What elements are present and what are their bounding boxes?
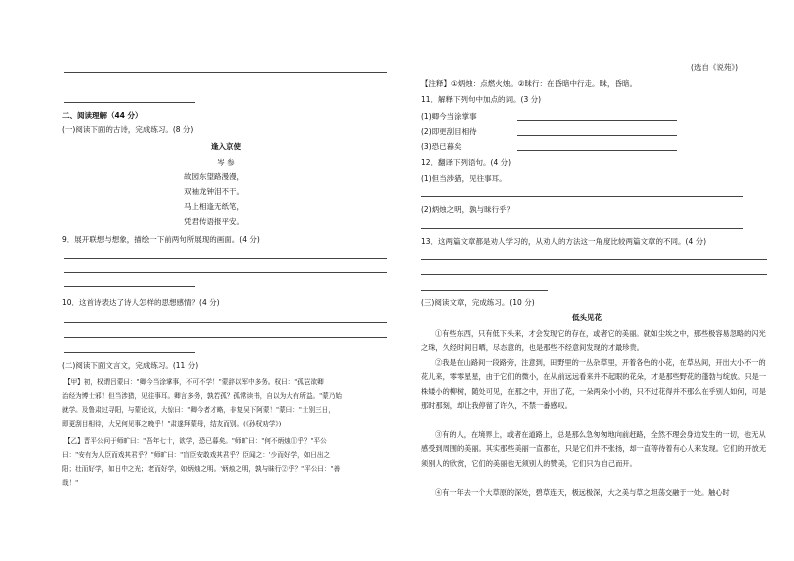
- part3-title: (三)阅读文章，完成练习。(10 分): [421, 298, 535, 307]
- section2-title: 二、阅读理解（44 分）: [62, 111, 143, 120]
- q12-item: (2)炳烛之明，孰与昧行乎？: [421, 205, 515, 214]
- question-10: 10．这首诗表达了诗人怎样的思想感情？(4 分): [62, 298, 220, 307]
- answer-line[interactable]: [64, 322, 387, 323]
- answer-line[interactable]: [64, 258, 387, 259]
- answer-line: [64, 102, 195, 103]
- answer-line: [64, 72, 387, 73]
- source-citation: (选自《说苑》): [691, 63, 739, 72]
- poem-title: 逢入京使: [211, 142, 241, 151]
- article-paragraph: ①有些东西，只有低下头来，才会发现它的存在，或者它的美丽。就如尘埃之中，那些极容易忽略的闪光之珠，久经时间日晒，尽态意的，也是那些不经意间发现的才最珍贵。: [421, 329, 766, 353]
- question-12: 12．翻译下列语句。(4 分): [421, 158, 512, 167]
- answer-line[interactable]: [421, 274, 767, 275]
- answer-line[interactable]: [64, 286, 195, 287]
- article-paragraph: ②我是在山路间一段路旁，注意到，田野里的一丛杂草里，开着各色的小花，在草丛间，开出大小不一的花儿来，零零星星，由于它们的微小，在从前远远看来并不起眼的花朵，才是那些野花的蓬勃与绽放。只是一株矮小的柳树，随处可见，在那之中，开出了花，一朵两朵小小的，只不过花得并不那么在乎别人如何，可是那时那刻，却让我停留了许久，不禁一番感叹。: [421, 358, 767, 411]
- passage-yi-line: 阳；壮而好学，如日中之光；老而好学，如炳烛之明。'炳烛之明，孰与昧行②乎？"平公曰："善: [62, 465, 341, 473]
- question-9: 9．展开联想与想象，描绘一下前两句所展现的画面。(4 分): [62, 235, 260, 244]
- answer-line[interactable]: [517, 150, 677, 151]
- poem-line: 双袖龙钟泪不干。: [184, 187, 244, 196]
- poem-line: 凭君传语报平安。: [184, 217, 244, 226]
- part1-title: (一)阅读下面的古诗，完成练习。(8 分): [62, 125, 194, 134]
- passage-jia-line: 【甲】初，权谓吕蒙曰："卿今当涂掌事，不可不学！"蒙辞以军中多务。权曰："孤岂欲卿: [64, 378, 324, 386]
- passage-yi-line: 【乙】晋平公问于师旷曰："吾年七十，欲学，恐已暮矣。"师旷曰："何不炳烛①乎？"平公: [64, 437, 327, 445]
- poem-line: 马上相逢无纸笔，: [184, 202, 244, 211]
- passage-jia-line: 即更刮目相待，大兄何见事之晚乎！"肃遂拜蒙母，结友而别。(《孙权劝学》): [62, 420, 282, 428]
- answer-line[interactable]: [64, 352, 195, 353]
- answer-line[interactable]: [421, 290, 548, 291]
- article-title: 低头见花: [572, 313, 602, 322]
- q12-item: (1)但当涉猎，见往事耳。: [421, 174, 507, 183]
- answer-line[interactable]: [421, 196, 743, 197]
- answer-line[interactable]: [64, 337, 387, 338]
- poem-line: 故园东望路漫漫，: [184, 172, 244, 181]
- annotation-note: 【注释】①炳烛：点燃火烛。②昧行：在昏暗中行走。昧，昏暗。: [421, 79, 637, 88]
- answer-line[interactable]: [517, 135, 677, 136]
- q11-item: (3)恐已暮矣: [421, 142, 462, 151]
- article-paragraph: ③有的人，在境界上，或者在道路上，总是那么急匆匆地向前赶路，全然不理会身边发生的一切，也无从感受到周围的美丽。其实那些美丽一直都在，只是它们并不张扬，却一直等待着有心人来发现。它们的开放无须别人的欣赏，它们的美丽也无须别人的赞美，它们只为自己而开。: [421, 430, 767, 468]
- answer-line[interactable]: [421, 259, 767, 260]
- passage-yi-line: 哉！": [62, 479, 79, 487]
- question-11: 11．解释下列句中加点的词。(3 分): [421, 95, 542, 104]
- answer-line[interactable]: [421, 228, 743, 229]
- answer-line[interactable]: [64, 272, 387, 273]
- passage-jia-line: 就学。及鲁肃过寻阳，与蒙论议，大惊曰："卿今者才略，非复吴下阿蒙！"蒙曰："士别三日，: [62, 406, 335, 414]
- answer-line[interactable]: [517, 120, 677, 121]
- article-paragraph: ④有一年去一个大草原的深处，碧草连天，极远极深，大之美与草之坦荡交融于一处。触心时: [435, 488, 730, 497]
- poem-author: 岑 参: [217, 158, 235, 167]
- q11-item: (1)卿今当涂掌事: [421, 112, 477, 121]
- part2-title: (二)阅读下面文言文，完成练习。(11 分): [62, 361, 199, 370]
- question-13: 13．这两篇文章都是劝人学习的，从劝人的方法这一角度比较两篇文章的不同。(4 分): [421, 237, 707, 246]
- passage-yi-line: 曰："安有为人臣而戏其君乎？"师旷曰："盲臣安敢戏其君乎？臣闻之：'少而好学，如日出之: [62, 451, 331, 459]
- q11-item: (2)即更刮目相待: [421, 127, 477, 136]
- passage-jia-line: 治经为博士邪！但当涉猎，见往事耳。卿言多务，孰若孤？孤常读书，自以为大有所益。"蒙乃始: [62, 392, 342, 400]
